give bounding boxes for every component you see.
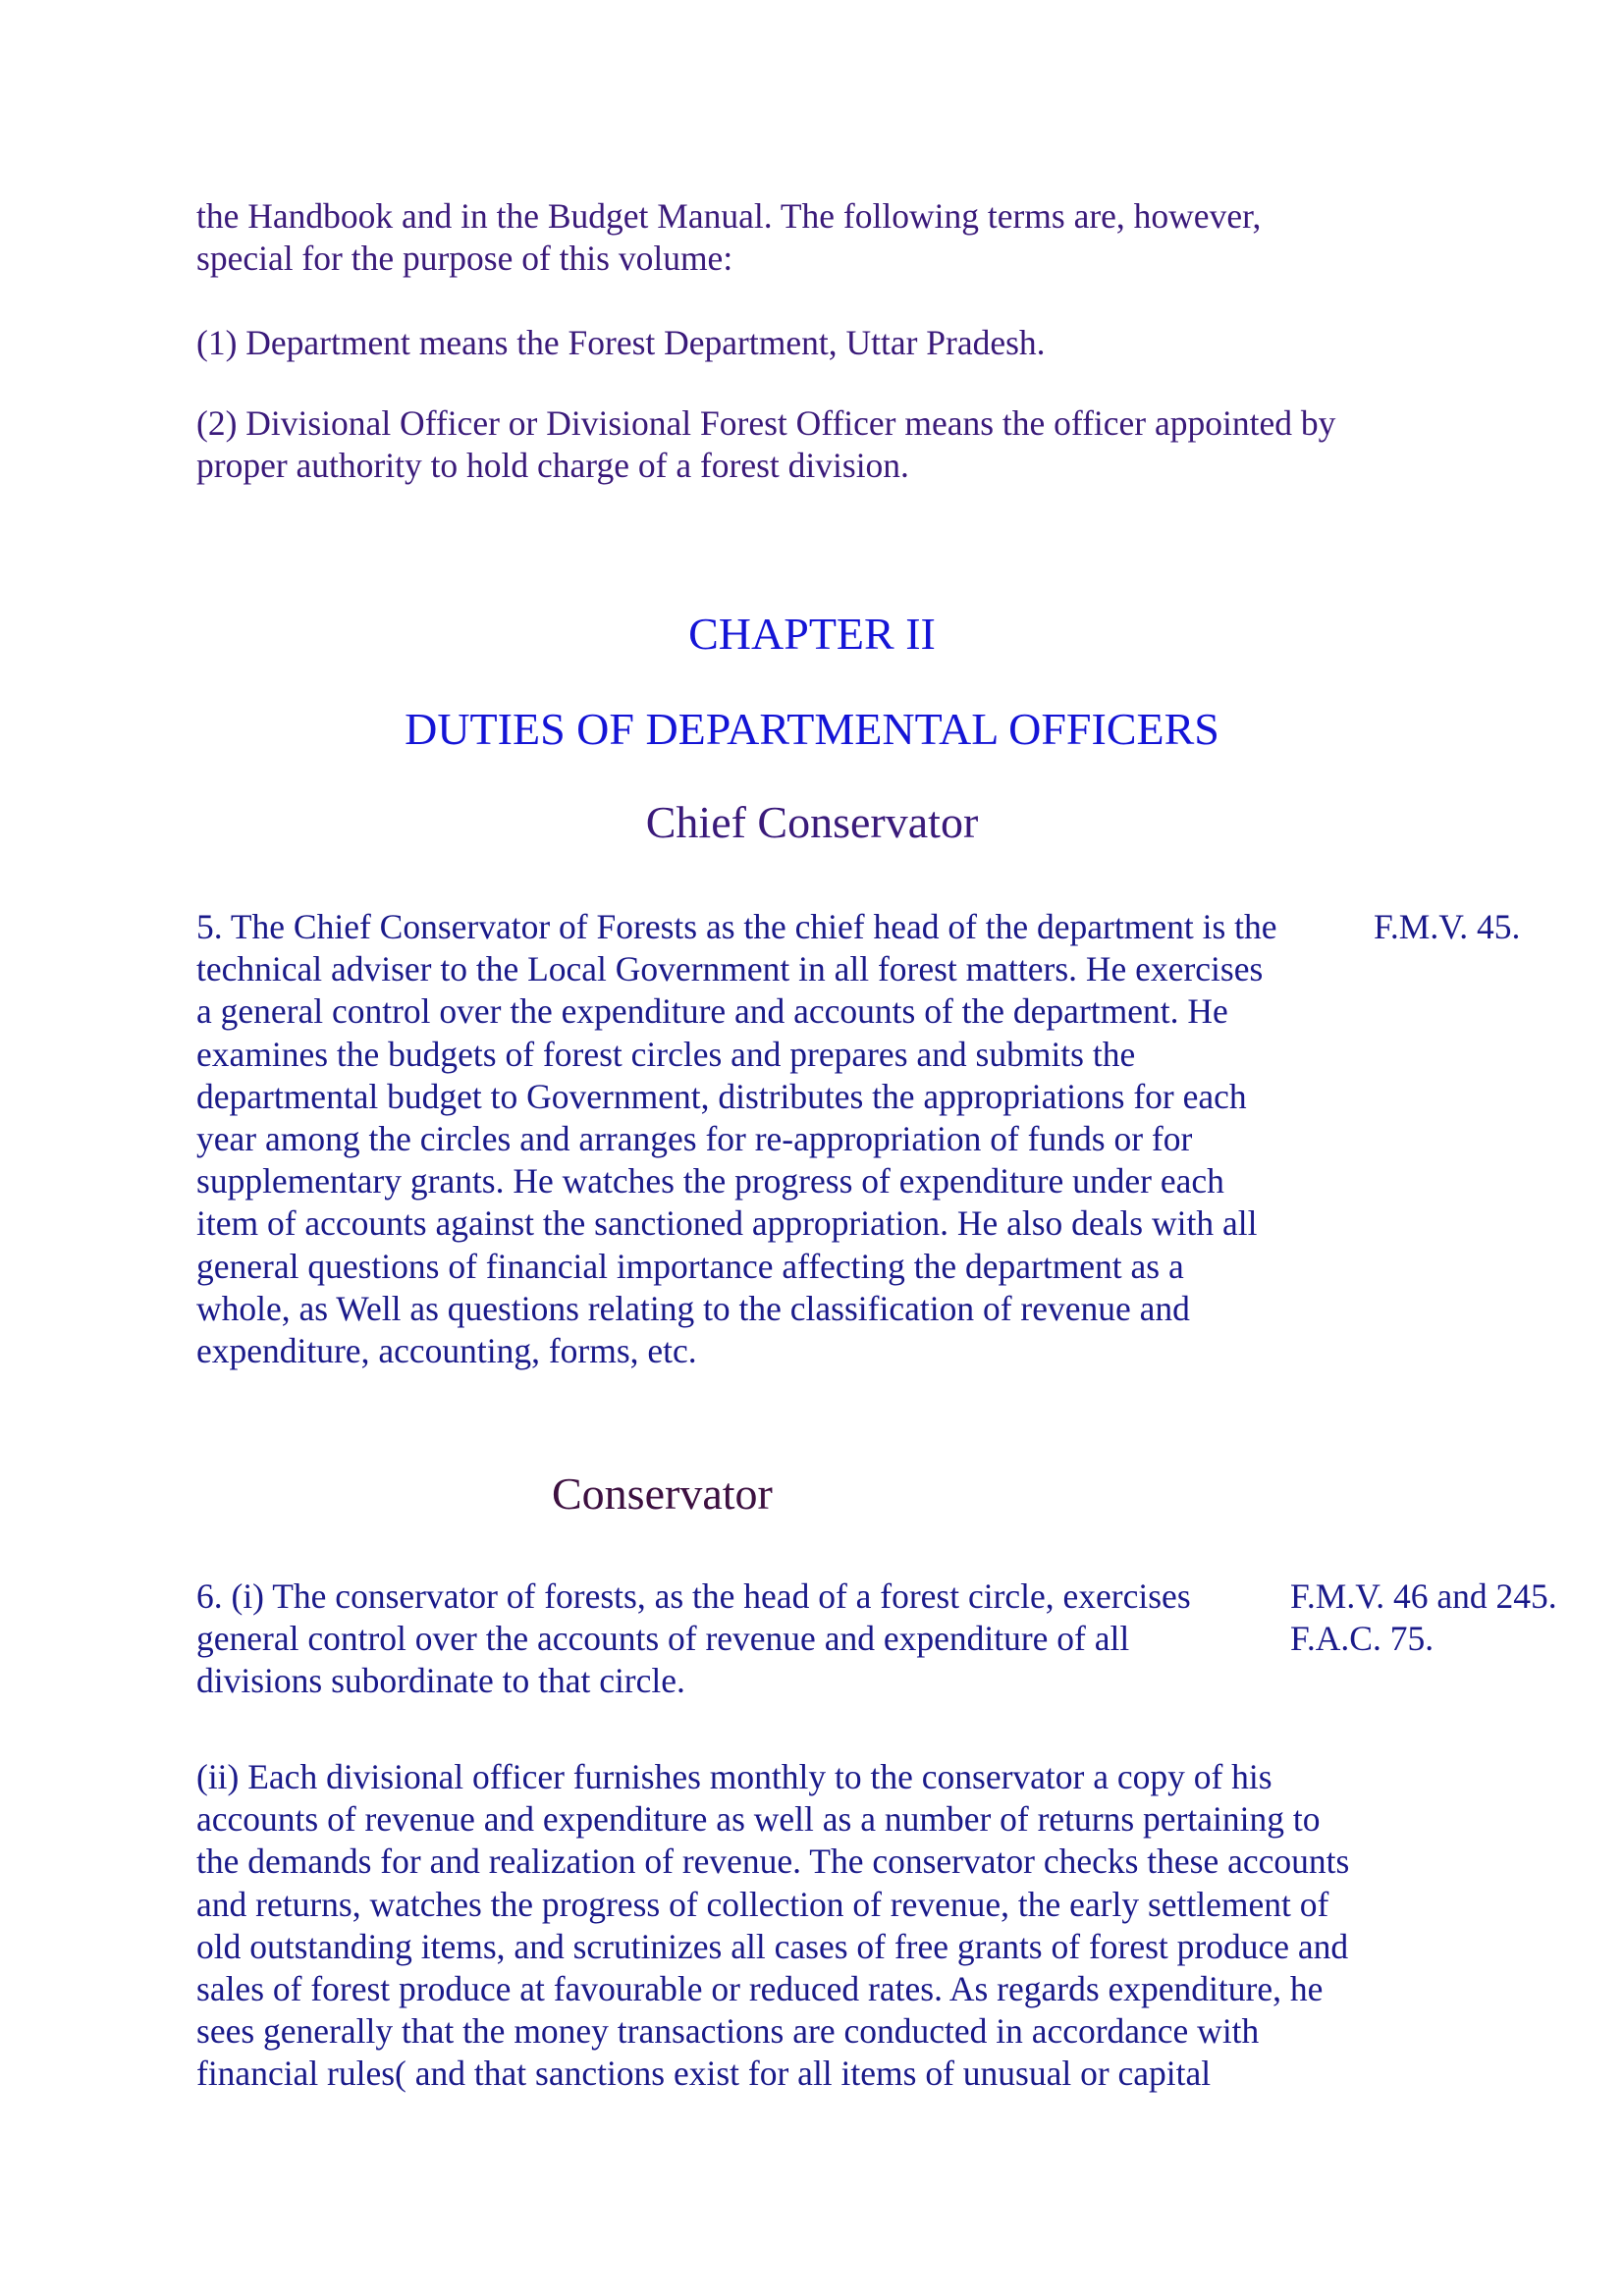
- reference-line: F.A.C. 75.: [1290, 1619, 1435, 1659]
- section-6-ii-line: old outstanding items, and scrutinizes all cases of free grants of forest produce and: [196, 1926, 1349, 1966]
- section-6-ii-line: and returns, watches the progress of collection of revenue, the early settlement of: [196, 1884, 1329, 1924]
- intro-paragraph: [196, 195, 1261, 280]
- section-5-line: item of accounts against the sanctioned appropriation. He also deals with all: [196, 1203, 1258, 1244]
- section-5-line: technical adviser to the Local Government in all forest matters. He exercises: [196, 949, 1264, 989]
- section-6-ii-line: (ii) Each divisional officer furnishes monthly to the conservator a copy of his: [196, 1757, 1272, 1796]
- section-5-line: supplementary grants. He watches the progress of expenditure under each: [196, 1161, 1224, 1201]
- definition-2-line-2: proper authority to hold charge of a forest division.: [196, 446, 909, 486]
- intro-line-1: the Handbook and in the Budget Manual. The following terms are, however,: [196, 196, 1262, 236]
- section-5-reference: [1374, 906, 1520, 948]
- section-6-ii-line: sales of forest produce at favourable or reduced rates. As regards expenditure, he: [196, 1969, 1324, 2009]
- chapter-title: DUTIES OF DEPARTMENTAL OFFICERS: [405, 704, 1219, 754]
- definition-1: [196, 322, 1046, 364]
- reference-line: F.M.V. 46 and 245.: [1290, 1576, 1557, 1616]
- section-6-ii-line: financial rules( and that sanctions exist for all items of unusual or capital: [196, 2054, 1212, 2094]
- section-5-line: departmental budget to Government, distributes the appropriations for each: [196, 1076, 1247, 1116]
- section-6-ii-line: the demands for and realization of revenue. The conservator checks these accounts: [196, 1842, 1350, 1882]
- section-6-reference: [1290, 1575, 1557, 1660]
- chapter-number: CHAPTER II: [688, 609, 936, 659]
- definition-2-line-1: (2) Divisional Officer or Divisional Forest Officer means the officer appointed by: [196, 403, 1336, 443]
- conservator-heading: Conservator: [552, 1468, 773, 1519]
- definition-1-line-1: (1) Department means the Forest Department, Uttar Pradesh.: [196, 323, 1046, 362]
- section-5-line: examines the budgets of forest circles and prepares and submits the: [196, 1034, 1136, 1074]
- section-5-line: expenditure, accounting, forms, etc.: [196, 1331, 697, 1371]
- section-5-line: whole, as Well as questions relating to the classification of revenue and: [196, 1288, 1190, 1328]
- section-6-i-line: divisions subordinate to that circle.: [196, 1661, 685, 1701]
- section-6-ii-line: sees generally that the money transactions are conducted in accordance with: [196, 2011, 1260, 2052]
- section-5-line: general questions of financial importance affecting the department as a: [196, 1246, 1184, 1286]
- section-6-i-line: 6. (i) The conservator of forests, as the head of a forest circle, exercises: [196, 1576, 1191, 1616]
- intro-line-2: special for the purpose of this volume:: [196, 239, 733, 279]
- section-5-line: a general control over the expenditure and accounts of the department. He: [196, 991, 1228, 1032]
- section-6-ii-paragraph: [196, 1756, 1349, 2096]
- section-5-paragraph: [196, 906, 1277, 1372]
- section-5-line: 5. The Chief Conservator of Forests as the chief head of the department is the: [196, 907, 1277, 946]
- section-5-line: year among the circles and arranges for re-appropriation of funds or for: [196, 1119, 1193, 1159]
- chief-conservator-heading: Chief Conservator: [645, 797, 979, 847]
- definition-2: [196, 402, 1335, 487]
- section-6-i-line: general control over the accounts of revenue and expenditure of all: [196, 1619, 1130, 1659]
- reference-line: F.M.V. 45.: [1374, 907, 1521, 946]
- section-6-ii-line: accounts of revenue and expenditure as well as a number of returns pertaining to: [196, 1799, 1321, 1840]
- section-6-i-paragraph: [196, 1575, 1191, 1703]
